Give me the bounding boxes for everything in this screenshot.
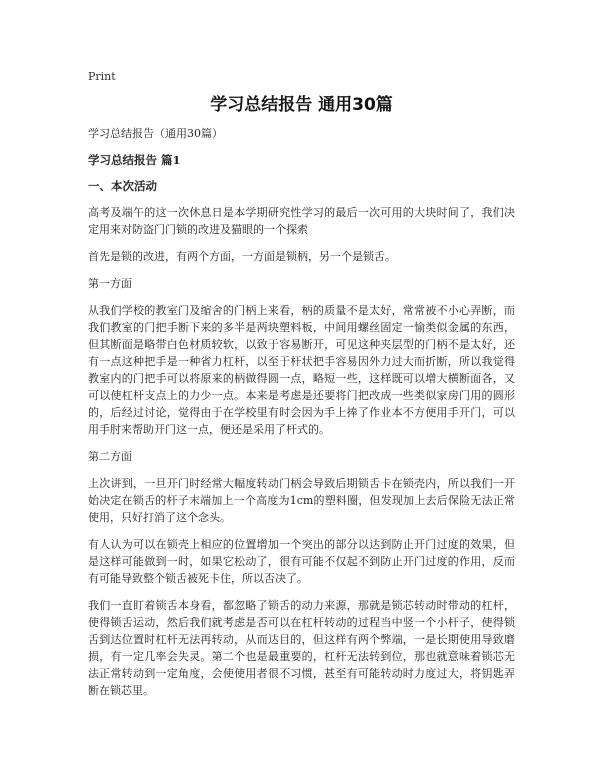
document-subtitle: 学习总结报告（通用30篇） [88,127,223,140]
paragraph-handle: 从我们学校的教室门及缩舍的门柄上来看，柄的质量不是太好，常常被不小心弄断，而我们教室的门把手断下来的多半是两块塑料板，中间用螺丝固定一愉类似金属的东西，但其断面是略带白色材质较软，以致于容易断开，可见这种夹层型的门柄不是太好，还有一点这种把手是一种省力杠杆，以至于杆状把手容易因外力过大而折断，所以我觉得教室内的门把手可以将原来的柄做得圆一点，略短一些，这样既可以增大横断面各，又可以使杠杆支点上的力少一点。本来是考虑是还要将门把改成一些类似家房门用的圆形的，后经过讨论，觉得由于在学校里有时会因为手上捧了作业本不方便用手开门，可以用手肘来帮助开门这一点，便还是采用了杆式的。 [88,304,515,436]
paragraph-first-aspect-label: 第一方面 [88,277,132,290]
paragraph-lock-overview: 首先是锁的改进，有两个方面，一方面是锁柄，另一个是锁舌。 [88,250,396,263]
heading-activity: 一、本次活动 [88,179,157,193]
document-title: 学习总结报告 通用30篇 [210,95,393,115]
section-title: 学习总结报告 篇1 [88,153,181,167]
paragraph-lock-shell: 有人认为可以在锁壳上相应的位置增加一个突出的部分以达到防止开门过度的效果，但是这样可能做到一时，如果它松动了，很有可能不仅起不到防止开门过度的作用，反而有可能导致整个锁舌被死卡住，所以否决了。 [88,538,515,585]
paragraph-second-aspect-label: 第二方面 [88,450,132,463]
print-link[interactable]: Print [88,70,116,83]
paragraph-latch-ring: 上次讲到，一旦开门时经常大幅度转动门柄会导致后期锁舌卡在锁壳内，所以我们一开始决定在锁舌的杆子末端加上一个高度为1cm的塑料圈，但发现加上去后保险无法正常使用，只好打消了这个念头。 [88,477,515,524]
paragraph-intro: 高考及端午的这一次休息日是本学期研究性学习的最后一次可用的大块时间了，我们决定用来对防盗门门锁的改进及猫眼的一个探索 [88,206,515,236]
paragraph-lever: 我们一直盯着锁舌本身看，都忽略了锁舌的动力来源，那就是锁芯转动时带动的杠杆，使得锁舌运动，然后我们就考虑是否可以在杠杆转动的过程当中竖一个小杆子，使得锁舌到达位置时杠杆无法再转动，从而达目的，但这样有两个弊端，一是长期使用导致磨损，有一定几率会失灵。第二个也是最重要的，杠杆无法转到位，那也就意味着锁芯无法正常转动到一定角度，会使使用者很不习惯，甚至有可能转动时力度过大，将钥匙弄断在锁芯里。 [88,599,515,697]
document-page [88,70,515,708]
